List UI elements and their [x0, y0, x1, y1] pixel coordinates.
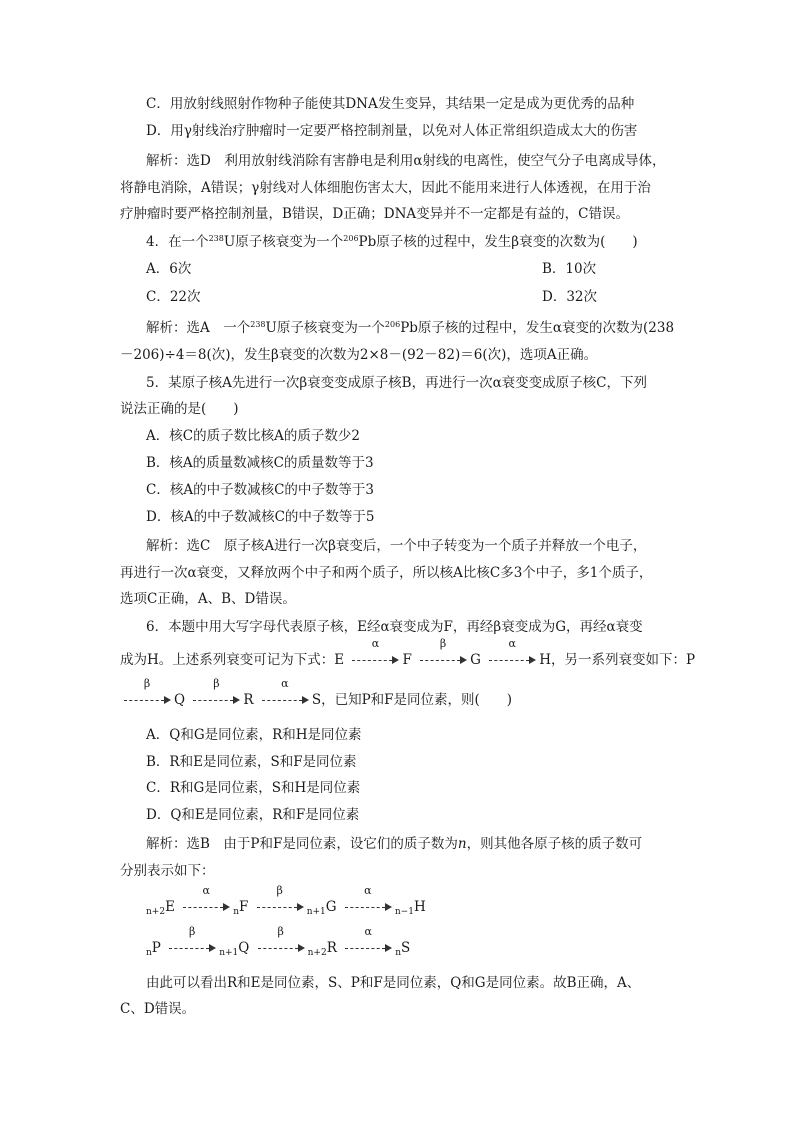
analysis-q4-line2: －206)÷4＝8(次)，发生β衰变的次数为2×8－(92－82)＝6(次)，选项A正确。 [120, 347, 598, 363]
analysis-q5-line2: 再进行一次α衰变，又释放两个中子和两个质子，所以核A比核C多3个中子，多1个质子， [120, 565, 653, 581]
question-5-line2: 说法正确的是( ) [120, 401, 239, 417]
alpha-arrow: α [343, 897, 393, 917]
analysis-q6-line1: 解析：选B 由于P和F是同位素，设它们的质子数为n，则其他各原子核的质子数可 [146, 836, 643, 852]
decay-chain-2: $_n$P β $_{n+1}$Q β $_{n+2}$R α $_n$S [146, 925, 411, 958]
decay-chain-1: $_{n+2}$E α $_n$F β $_{n+1}$G α $_{n-1}$H [146, 884, 426, 917]
beta-arrow: β [167, 938, 217, 958]
beta-arrow: β [122, 690, 172, 710]
alpha-arrow: α [487, 650, 537, 670]
option-b-q6: B．R和E是同位素，S和F是同位素 [146, 754, 357, 770]
option-a-q6: A．Q和G是同位素，R和H是同位素 [146, 727, 362, 743]
conclusion-q6-line2: C、D错误。 [120, 1001, 196, 1017]
alpha-arrow: α [260, 690, 310, 710]
analysis-q5-line1: 解析：选C 原子核A进行一次β衰变后，一个中子转变为一个质子并释放一个电子， [146, 538, 647, 554]
option-c-q3: C．用放射线照射作物种子能使其DNA发生变异，其结果一定是成为更优秀的品种 [146, 96, 635, 112]
option-c-q4: C．22次 [146, 289, 201, 305]
option-b-q5: B．核A的质量数减核C的质量数等于3 [146, 455, 374, 471]
analysis-q5-line3: 选项C正确，A、B、D错误。 [120, 591, 296, 607]
question-5-line1: 5．某原子核A先进行一次β衰变变成原子核B，再进行一次α衰变变成原子核C，下列 [146, 375, 648, 391]
alpha-arrow: α [181, 897, 231, 917]
alpha-arrow: α [343, 938, 393, 958]
option-b-q4: B．10次 [542, 261, 597, 277]
question-6-line3: β Q β R α S，已知P和F是同位素，则( ) [120, 690, 512, 710]
option-d-q3: D．用γ射线治疗肿瘤时一定要严格控制剂量，以免对人体正常组织造成太大的伤害 [146, 123, 638, 139]
analysis-q4-line1: 解析：选A 一个$^{238}$U原子核衰变为一个$^{206}$Pb原子核的过程中，发生α衰变的次数为(238 [146, 320, 675, 336]
analysis-q3-line3: 疗肿瘤时要严格控制剂量，B错误，D正确；DNA变异并不一定都是有益的，C错误。 [120, 206, 629, 222]
option-c-q6: C．R和G是同位素，S和H是同位素 [146, 780, 361, 796]
question-4: 4．在一个$^{238}$U原子核衰变为一个$^{206}$Pb原子核的过程中，发生β衰变的次数为( ) [146, 234, 638, 250]
conclusion-q6-line1: 由此可以看出R和E是同位素，S、P和F是同位素，Q和G是同位素。故B正确，A、 [146, 975, 641, 991]
beta-arrow: β [418, 650, 468, 670]
question-6-line2: 成为H。上述系列衰变可记为下式：E α F β G α H，另一系列衰变如下：P [120, 637, 696, 668]
alpha-arrow: α [350, 650, 400, 670]
option-d-q6: D．Q和E是同位素，R和F是同位素 [146, 807, 360, 823]
option-d-q4: D．32次 [542, 289, 598, 305]
analysis-q3-line1: 解析：选D 利用放射线消除有害静电是利用α射线的电离性，使空气分子电离成导体， [146, 153, 666, 169]
option-d-q5: D．核A的中子数减核C的中子数等于5 [146, 509, 375, 525]
beta-arrow: β [191, 690, 241, 710]
analysis-q6-line2: 分别表示如下： [120, 863, 215, 879]
option-c-q5: C．核A的中子数减核C的中子数等于3 [146, 482, 374, 498]
q4-options-row1 [146, 259, 646, 279]
q4-options-row2 [146, 287, 646, 307]
beta-arrow: β [255, 897, 305, 917]
option-a-q5: A．核C的质子数比核A的质子数少2 [146, 428, 360, 444]
option-a-q4: A．6次 [146, 261, 192, 277]
beta-arrow: β [256, 938, 306, 958]
analysis-q3-line2: 将静电消除，A错误；γ射线对人体细胞伤害太大，因此不能用来进行人体透视，在用于治 [120, 180, 651, 196]
question-6-line1: 6．本题中用大写字母代表原子核，E经α衰变成为F，再经β衰变成为G，再经α衰变 [146, 619, 643, 635]
